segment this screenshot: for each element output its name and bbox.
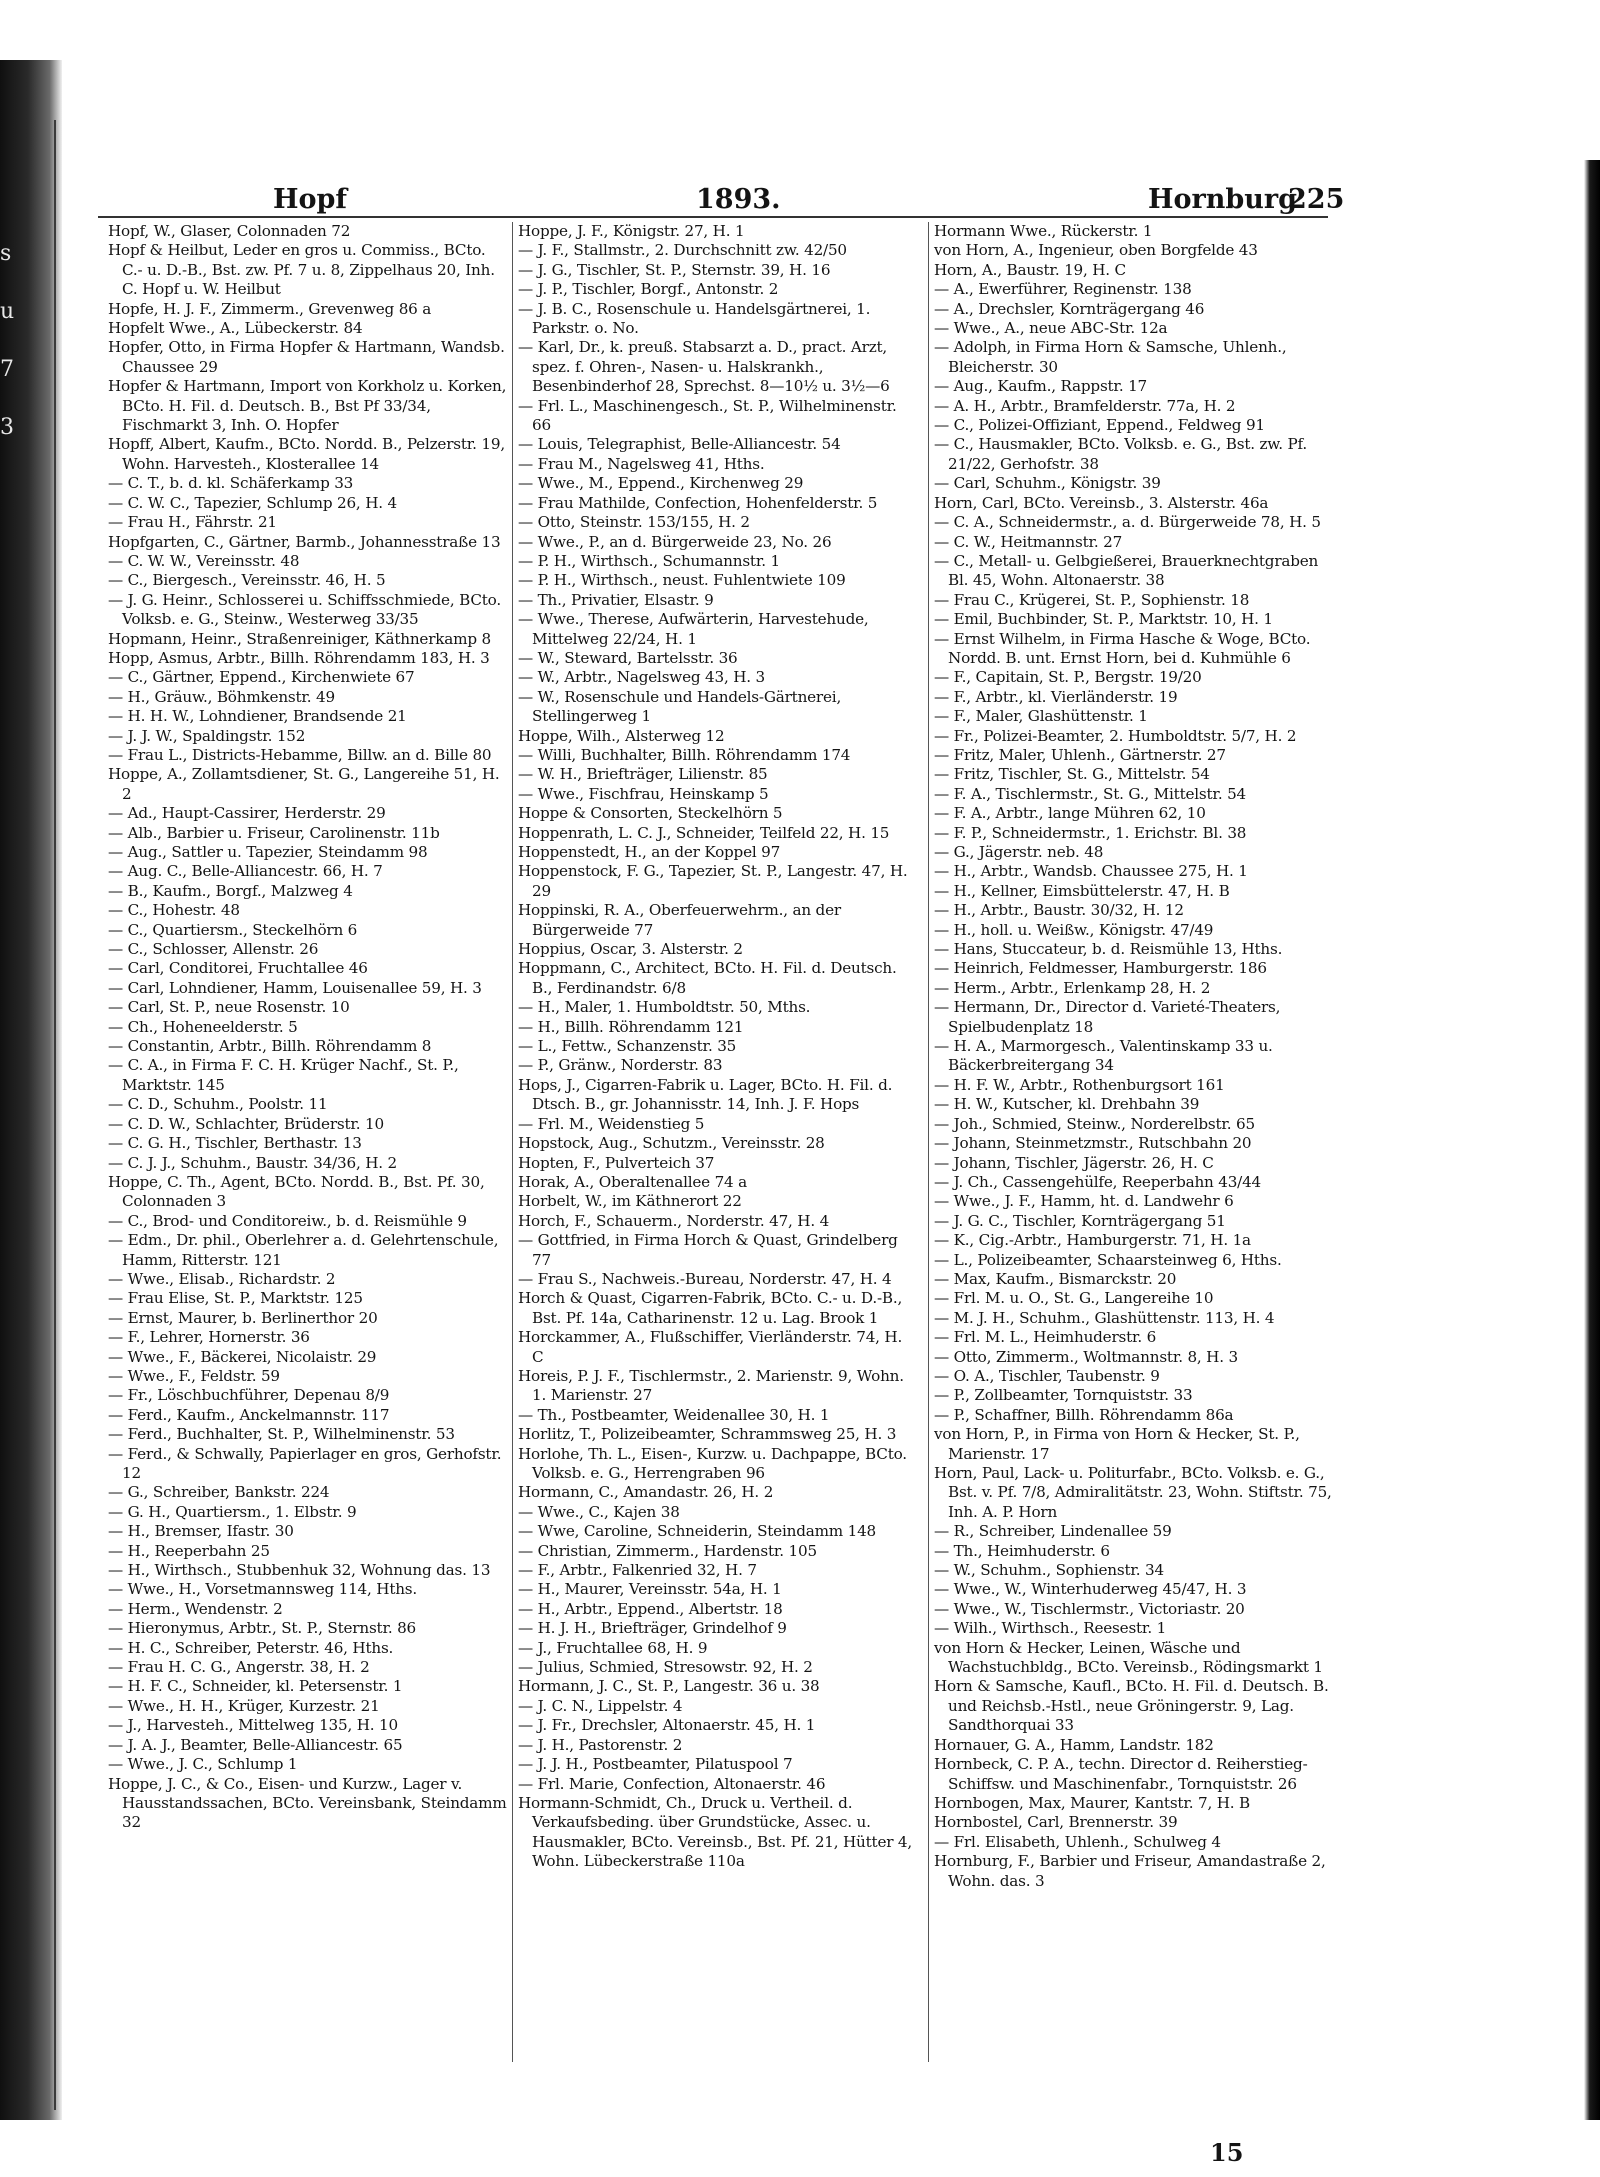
directory-page [98, 180, 1345, 2167]
directory-entry: — Christian, Zimmerm., Hardenstr. 105 [518, 1541, 817, 1560]
directory-entry: — W. H., Briefträger, Lilienstr. 85 [518, 765, 768, 784]
directory-entry: — Wwe, Caroline, Schneiderin, Steindamm 148 [518, 1522, 876, 1541]
directory-entry: — Frau H., Fährstr. 21 [108, 513, 277, 532]
directory-entry: — C., Metall- u. Gelbgießerei, Brauerknechtgraben Bl. 45, Wohn. Altonaerstr. 38 [934, 551, 1319, 590]
directory-entry: — J., Harvesteh., Mittelweg 135, H. 10 [108, 1716, 398, 1735]
directory-entry: — W., Rosenschule und Handels-Gärtnerei, Stellingerweg 1 [518, 687, 842, 726]
directory-entry: — Frau Mathilde, Confection, Hohenfelderstr. 5 [518, 493, 878, 512]
directory-entry: — P. H., Wirthsch., Schumannstr. 1 [518, 551, 780, 570]
directory-entry: Horlohe, Th. L., Eisen-, Kurzw. u. Dachpappe, BCto. Volksb. e. G., Herrengraben 96 [518, 1444, 907, 1482]
directory-entry: — P. H., Wirthsch., neust. Fuhlentwiete 109 [518, 571, 846, 590]
header-rule [98, 216, 1328, 218]
directory-entry: — J. G. C., Tischler, Kornträgergang 51 [934, 1211, 1226, 1230]
directory-entry: — Frau H. C. G., Angerstr. 38, H. 2 [108, 1658, 370, 1677]
directory-entry: — J. C. N., Lippelstr. 4 [518, 1696, 683, 1715]
directory-entry: — G., Schreiber, Bankstr. 224 [108, 1483, 330, 1502]
directory-entry: — Edm., Dr. phil., Oberlehrer a. d. Gelehrtenschule, Hamm, Ritterstr. 121 [108, 1231, 499, 1269]
directory-entry: — Fr., Löschbuchführer, Depenau 8/9 [108, 1386, 390, 1405]
directory-entry: — C. J. J., Schuhm., Baustr. 34/36, H. 2 [108, 1153, 397, 1172]
directory-entry: — Ferd., & Schwally, Papierlager en gros, Gerhofstr. 12 [108, 1444, 502, 1482]
directory-entry: — F., Arbtr., kl. Vierländerstr. 19 [934, 687, 1178, 706]
directory-entry: Hops, J., Cigarren-Fabrik u. Lager, BCto. H. Fil. d. Dtsch. B., gr. Johannisstr. 14, Inh. J. F. Hops [518, 1075, 893, 1114]
running-header [98, 180, 1345, 220]
directory-entry: von Horn, A., Ingenieur, oben Borgfelde 43 [934, 241, 1258, 260]
directory-entry: — F. A., Arbtr., lange Mühren 62, 10 [934, 804, 1206, 823]
directory-entry: — C. W., Heitmannstr. 27 [934, 532, 1123, 551]
directory-entry: — F., Capitain, St. P., Bergstr. 19/20 [934, 668, 1202, 687]
directory-entry: — Frau M., Nagelsweg 41, Hths. [518, 454, 765, 473]
directory-entry: Horlitz, T., Polizeibeamter, Schrammsweg 25, H. 3 [518, 1425, 897, 1444]
page-number: 225 [1288, 184, 1345, 215]
directory-entry: — C. G. H., Tischler, Berthastr. 13 [108, 1134, 362, 1153]
directory-entry: — Carl, Conditorei, Fruchtallee 46 [108, 959, 368, 978]
directory-entry: Hornbeck, C. P. A., techn. Director d. Reiherstieg-Schiffsw. und Maschinenfabr., Tornquiststr. 26 [934, 1755, 1308, 1793]
directory-entry: — Frl. L., Maschinengesch., St. P., Wilhelminenstr. 66 [518, 396, 897, 435]
column-divider [512, 222, 513, 2062]
directory-entry: Horak, A., Oberaltenallee 74 a [518, 1172, 747, 1191]
directory-entry: — Wwe., A., neue ABC-Str. 12a [934, 319, 1168, 338]
directory-entry: — Adolph, in Firma Horn & Samsche, Uhlenh., Bleicherstr. 30 [934, 338, 1287, 376]
directory-entry: — Carl, Schuhm., Königstr. 39 [934, 474, 1161, 493]
directory-entry: — Wwe., Fischfrau, Heinskamp 5 [518, 784, 769, 803]
directory-entry: Hopfer & Hartmann, Import von Korkholz u. Korken, BCto. H. Fil. d. Deutsch. B., Bst Pf 33/34, Fischmarkt 3, Inh. O. Hopfer [108, 377, 507, 435]
directory-entry: — B., Kaufm., Borgf., Malzweg 4 [108, 881, 353, 900]
directory-entry: — W., Steward, Bartelsstr. 36 [518, 648, 738, 667]
directory-entry: — Willi, Buchhalter, Billh. Röhrendamm 174 [518, 745, 851, 764]
directory-entry: — L., Fettw., Schanzenstr. 35 [518, 1037, 737, 1056]
directory-entry: Hoppe, Wilh., Alsterweg 12 [518, 726, 725, 745]
directory-entry: — Wwe., F., Feldstr. 59 [108, 1366, 280, 1385]
directory-entry: Hopten, F., Pulverteich 37 [518, 1153, 715, 1172]
directory-entry: — Constantin, Arbtr., Billh. Röhrendamm 8 [108, 1037, 432, 1056]
directory-entry: Horn, Paul, Lack- u. Politurfabr., BCto. Volksb. e. G., Bst. v. Pf. 7/8, Admiralitätstr. 23, Wohn. Stiftstr. 75, Inh. A. P. Horn [934, 1464, 1332, 1521]
directory-entry: Hornauer, G. A., Hamm, Landstr. 182 [934, 1735, 1214, 1754]
directory-entry: — F. P., Schneidermstr., 1. Erichstr. Bl. 38 [934, 823, 1247, 842]
directory-entry: Hopp, Asmus, Arbtr., Billh. Röhrendamm 183, H. 3 [108, 648, 490, 667]
directory-entry: — C. D., Schuhm., Poolstr. 11 [108, 1095, 328, 1114]
facing-page-fragments [0, 240, 30, 472]
directory-entry: — H., Arbtr., Baustr. 30/32, H. 12 [934, 901, 1184, 920]
directory-entry: Hoppe, A., Zollamtsdiener, St. G., Langereihe 51, H. 2 [108, 765, 500, 803]
directory-entry: Horn, Carl, BCto. Vereinsb., 3. Alsterstr. 46a [934, 493, 1269, 512]
directory-entry: — Fritz, Maler, Uhlenh., Gärtnerstr. 27 [934, 745, 1226, 764]
directory-entry: Hopf, W., Glaser, Colonnaden 72 [108, 222, 351, 240]
directory-entry: — Frau Elise, St. P., Marktstr. 125 [108, 1289, 363, 1308]
directory-entry: Hoppmann, C., Architect, BCto. H. Fil. d. Deutsch. B., Ferdinandstr. 6/8 [518, 959, 897, 997]
directory-entry: Hornbogen, Max, Maurer, Kantstr. 7, H. B [934, 1793, 1250, 1812]
directory-entry: — P., Schaffner, Billh. Röhrendamm 86a [934, 1405, 1234, 1424]
directory-entry: — L., Polizeibeamter, Schaarsteinweg 6, Hths. [934, 1250, 1282, 1269]
directory-entry: — Frl. Elisabeth, Uhlenh., Schulweg 4 [934, 1832, 1221, 1851]
directory-entry: — A. H., Arbtr., Bramfelderstr. 77a, H. 2 [934, 396, 1236, 415]
directory-entry: — C. T., b. d. kl. Schäferkamp 33 [108, 474, 354, 493]
directory-entry: — Wwe., W., Tischlermstr., Victoriastr. 20 [934, 1599, 1245, 1618]
directory-entry: — G. H., Quartiersm., 1. Elbstr. 9 [108, 1502, 357, 1521]
directory-entry: Hornbostel, Carl, Brennerstr. 39 [934, 1813, 1178, 1832]
directory-entry: Horeis, P. J. F., Tischlermstr., 2. Marienstr. 9, Wohn. 1. Marienstr. 27 [518, 1366, 904, 1405]
directory-entry: Horbelt, W., im Käthnerort 22 [518, 1192, 742, 1211]
directory-entry: — P., Gränw., Norderstr. 83 [518, 1056, 723, 1075]
directory-entry: Hoppenstedt, H., an der Koppel 97 [518, 843, 781, 861]
directory-entry: Hoppe, J. F., Königstr. 27, H. 1 [518, 222, 745, 240]
directory-entry: — C., Hausmakler, BCto. Volksb. e. G., Bst. zw. Pf. 21/22, Gerhofstr. 38 [934, 435, 1308, 473]
directory-entry: — C. W. C., Tapezier, Schlump 26, H. 4 [108, 493, 397, 512]
directory-entry: Hoppenstock, F. G., Tapezier, St. P., Langestr. 47, H. 29 [518, 862, 908, 900]
directory-entry: — W., Arbtr., Nagelsweg 43, H. 3 [518, 668, 765, 687]
directory-entry: — J. H., Pastorenstr. 2 [518, 1735, 683, 1754]
directory-entry: — C., Gärtner, Eppend., Kirchenwiete 67 [108, 668, 415, 687]
directory-entry: — Ch., Hoheneelderstr. 5 [108, 1017, 298, 1036]
directory-entry: — Frau L., Districts-Hebamme, Billw. an d. Bille 80 [108, 745, 492, 764]
directory-entry: — A., Ewerführer, Reginenstr. 138 [934, 280, 1192, 299]
directory-entry: — Ad., Haupt-Cassirer, Herderstr. 29 [108, 804, 386, 823]
directory-entry: — Frl. Marie, Confection, Altonaerstr. 46 [518, 1774, 826, 1793]
directory-entry: — H., Maurer, Vereinsstr. 54a, H. 1 [518, 1580, 782, 1599]
directory-entry: Hormann, J. C., St. P., Langestr. 36 u. 38 [518, 1677, 820, 1696]
directory-entry: Hoppius, Oscar, 3. Alsterstr. 2 [518, 940, 743, 959]
directory-entry: Hormann, C., Amandastr. 26, H. 2 [518, 1483, 774, 1502]
directory-entry: — J. A. J., Beamter, Belle-Alliancestr. 65 [108, 1735, 403, 1754]
directory-entry: — A., Drechsler, Kornträgergang 46 [934, 299, 1205, 318]
directory-entry: — J. F., Stallmstr., 2. Durchschnitt zw. 42/50 [518, 241, 847, 260]
fragment: 3 [0, 415, 14, 440]
directory-entry: — R., Schreiber, Lindenallee 59 [934, 1522, 1172, 1541]
directory-entry: — Wwe., J. C., Schlump 1 [108, 1755, 298, 1774]
directory-entry: Horch & Quast, Cigarren-Fabrik, BCto. C.- u. D.-B., Bst. Pf. 14a, Catharinenstr. 12 u. Lag. Brook 1 [518, 1289, 903, 1327]
gutter-line [54, 120, 56, 2110]
directory-entry: — Johann, Tischler, Jägerstr. 26, H. C [934, 1153, 1214, 1172]
directory-entry: Hoppe, J. C., & Co., Eisen- und Kurzw., Lager v. Hausstandssachen, BCto. Vereinsbank, Steindamm 32 [108, 1774, 507, 1832]
header-year: 1893. [696, 184, 781, 215]
directory-entry: — H., Wirthsch., Stubbenhuk 32, Wohnung das. 13 [108, 1561, 491, 1580]
directory-entry: — Wwe., F., Bäckerei, Nicolaistr. 29 [108, 1347, 377, 1366]
directory-entry: — Louis, Telegraphist, Belle-Alliancestr. 54 [518, 435, 841, 454]
directory-entry: — Wwe., J. F., Hamm, ht. d. Landwehr 6 [934, 1192, 1234, 1211]
directory-entry: — O. A., Tischler, Taubenstr. 9 [934, 1366, 1160, 1385]
directory-entry: — Hieronymus, Arbtr., St. P., Sternstr. 86 [108, 1619, 417, 1638]
directory-entry: Hopmann, Heinr., Straßenreiniger, Käthnerkamp 8 [108, 629, 491, 648]
directory-entry: — J., Fruchtallee 68, H. 9 [518, 1638, 708, 1657]
directory-entry: — C., Brod- und Conditoreiw., b. d. Reismühle 9 [108, 1211, 467, 1230]
directory-entry: — C., Biergesch., Vereinsstr. 46, H. 5 [108, 571, 386, 590]
column-divider [928, 222, 929, 2062]
directory-entry: — F., Arbtr., Falkenried 32, H. 7 [518, 1561, 757, 1580]
directory-entry: — Herm., Arbtr., Erlenkamp 28, H. 2 [934, 978, 1211, 997]
directory-entry: von Horn, P., in Firma von Horn & Hecker, St. P., Marienstr. 17 [934, 1425, 1300, 1463]
directory-entry: — Hermann, Dr., Director d. Varieté-Theaters, Spielbudenplatz 18 [934, 998, 1281, 1036]
directory-entry: — Wwe., P., an d. Bürgerweide 23, No. 26 [518, 532, 832, 551]
header-right-word: Hornburg [1148, 184, 1297, 215]
directory-entry: — Aug. C., Belle-Alliancestr. 66, H. 7 [108, 862, 383, 881]
directory-entry: Horn & Samsche, Kaufl., BCto. H. Fil. d. Deutsch. B. und Reichsb.-Hstl., neue Gröningerstr. 9, Lag. Sandthorquai 33 [934, 1677, 1329, 1735]
directory-entry: — C. A., Schneidermstr., a. d. Bürgerweide 78, H. 5 [934, 513, 1321, 532]
directory-entry: — Fritz, Tischler, St. G., Mittelstr. 54 [934, 765, 1210, 784]
column-left [108, 222, 508, 1833]
directory-entry: — J. G. Heinr., Schlosserei u. Schiffsschmiede, BCto. Volksb. e. G., Steinw., Westerweg 33/35 [108, 590, 501, 629]
directory-entry: Hopfelt Wwe., A., Lübeckerstr. 84 [108, 319, 363, 338]
directory-entry: — Th., Privatier, Elsastr. 9 [518, 590, 714, 609]
directory-entry: — Th., Postbeamter, Weidenallee 30, H. 1 [518, 1405, 830, 1424]
directory-entry: — Ernst, Maurer, b. Berlinerthor 20 [108, 1308, 378, 1327]
directory-entry: — H. F. C., Schneider, kl. Petersenstr. 1 [108, 1677, 403, 1696]
directory-entry: — G., Jägerstr. neb. 48 [934, 843, 1104, 861]
directory-entry: — K., Cig.-Arbtr., Hamburgerstr. 71, H. 1a [934, 1231, 1251, 1250]
directory-entry: — C., Hohestr. 48 [108, 901, 240, 920]
directory-entry: Hoppe, C. Th., Agent, BCto. Nordd. B., Bst. Pf. 30, Colonnaden 3 [108, 1172, 485, 1211]
column-middle [518, 222, 918, 1872]
directory-entry: — F. A., Tischlermstr., St. G., Mittelstr. 54 [934, 784, 1247, 803]
directory-entry: — Joh., Schmied, Steinw., Norderelbstr. 65 [934, 1114, 1255, 1133]
directory-entry: — Carl, St. P., neue Rosenstr. 10 [108, 998, 350, 1017]
directory-entry: — H., Kellner, Eimsbüttelerstr. 47, H. B [934, 881, 1230, 900]
directory-entry: — C., Quartiersm., Steckelhörn 6 [108, 920, 358, 939]
directory-entry: — J. P., Tischler, Borgf., Antonstr. 2 [518, 280, 779, 299]
directory-entry: — J. G., Tischler, St. P., Sternstr. 39, H. 16 [518, 260, 831, 279]
directory-entry: — J. J. H., Postbeamter, Pilatuspool 7 [518, 1755, 793, 1774]
column-right [934, 222, 1334, 1891]
directory-entry: — H. W., Kutscher, kl. Drehbahn 39 [934, 1095, 1200, 1114]
directory-entry: Hopf & Heilbut, Leder en gros u. Commiss., BCto. C.- u. D.-B., Bst. zw. Pf. 7 u. 8, Zippelhaus 20, Inh. C. Hopf u. W. Heilbut [108, 241, 495, 299]
directory-entry: — C. W. W., Vereinsstr. 48 [108, 551, 300, 570]
directory-entry: — F., Lehrer, Hornerstr. 36 [108, 1328, 310, 1347]
directory-entry: — Frl. M. L., Heimhuderstr. 6 [934, 1328, 1157, 1347]
directory-entry: — Otto, Steinstr. 153/155, H. 2 [518, 513, 750, 532]
fragment: 7 [0, 357, 14, 382]
directory-entry: — Carl, Lohndiener, Hamm, Louisenallee 59, H. 3 [108, 978, 482, 997]
directory-entry: — H. J. H., Briefträger, Grindelhof 9 [518, 1619, 787, 1638]
directory-entry: — Wwe., H. H., Krüger, Kurzestr. 21 [108, 1696, 380, 1715]
directory-entry: Hopfe, H. J. F., Zimmerm., Grevenweg 86 a [108, 299, 432, 318]
directory-entry: — Wilh., Wirthsch., Reesestr. 1 [934, 1619, 1167, 1638]
directory-entry: Hopstock, Aug., Schutzm., Vereinsstr. 28 [518, 1134, 825, 1153]
directory-entry: — H., Maler, 1. Humboldtstr. 50, Mths. [518, 998, 811, 1017]
directory-entry: — Wwe., M., Eppend., Kirchenweg 29 [518, 474, 804, 493]
directory-entry: — Heinrich, Feldmesser, Hamburgerstr. 186 [934, 959, 1267, 978]
directory-entry: — H., Arbtr., Wandsb. Chaussee 275, H. 1 [934, 862, 1248, 881]
directory-entry: Hopfer, Otto, in Firma Hopfer & Hartmann, Wandsb. Chaussee 29 [108, 338, 505, 376]
directory-entry: — Aug., Kaufm., Rappstr. 17 [934, 377, 1148, 396]
directory-entry: Hormann Wwe., Rückerstr. 1 [934, 222, 1153, 240]
directory-entry: — Herm., Wendenstr. 2 [108, 1599, 283, 1618]
directory-entry: — Alb., Barbier u. Friseur, Carolinenstr. 11b [108, 823, 440, 842]
directory-entry: — Max, Kaufm., Bismarckstr. 20 [934, 1269, 1177, 1288]
directory-entry: — Fr., Polizei-Beamter, 2. Humboldtstr. 5/7, H. 2 [934, 726, 1297, 745]
directory-entry: — J. Ch., Cassengehülfe, Reeperbahn 43/44 [934, 1172, 1262, 1191]
directory-entry: Horn, A., Baustr. 19, H. C [934, 260, 1126, 279]
fragment: u [0, 299, 15, 324]
fragment: s [0, 241, 12, 266]
directory-entry: — F., Maler, Glashüttenstr. 1 [934, 707, 1148, 726]
directory-entry: — Julius, Schmied, Stresowstr. 92, H. 2 [518, 1658, 813, 1677]
directory-entry: — W., Schuhm., Sophienstr. 34 [934, 1561, 1164, 1580]
directory-entry: — Th., Heimhuderstr. 6 [934, 1541, 1110, 1560]
directory-entry: — H., Gräuw., Böhmkenstr. 49 [108, 687, 335, 706]
directory-entry: — H. F. W., Arbtr., Rothenburgsort 161 [934, 1075, 1225, 1094]
directory-entry: — Frau S., Nachweis.-Bureau, Norderstr. 47, H. 4 [518, 1269, 892, 1288]
directory-entry: — Wwe., Therese, Aufwärterin, Harvestehude, Mittelweg 22/24, H. 1 [518, 610, 869, 648]
directory-entry: — Wwe., H., Vorsetmannsweg 114, Hths. [108, 1580, 418, 1599]
directory-entry: Hoppe & Consorten, Steckelhörn 5 [518, 804, 783, 823]
directory-entry: — C., Schlosser, Allenstr. 26 [108, 940, 319, 959]
header-left-word: Hopf [273, 184, 348, 215]
directory-entry: — Frl. M., Weidenstieg 5 [518, 1114, 705, 1133]
directory-entry: — Hans, Stuccateur, b. d. Reismühle 13, Hths. [934, 940, 1283, 959]
directory-entry: — M. J. H., Schuhm., Glashüttenstr. 113, H. 4 [934, 1308, 1275, 1327]
directory-entry: — P., Zollbeamter, Tornquiststr. 33 [934, 1386, 1193, 1405]
directory-entry: — Ferd., Kaufm., Anckelmannstr. 117 [108, 1405, 390, 1424]
page-edge [1584, 160, 1600, 2120]
directory-entry: — Aug., Sattler u. Tapezier, Steindamm 98 [108, 843, 428, 861]
directory-entry: — Wwe., W., Winterhuderweg 45/47, H. 3 [934, 1580, 1247, 1599]
directory-entry: Horckammer, A., Flußschiffer, Vierländerstr. 74, H. C [518, 1328, 903, 1366]
directory-entry: — Otto, Zimmerm., Woltmannstr. 8, H. 3 [934, 1347, 1238, 1366]
directory-entry: — Johann, Steinmetzmstr., Rutschbahn 20 [934, 1134, 1252, 1153]
directory-entry: — C., Polizei-Offiziant, Eppend., Feldweg 91 [934, 416, 1265, 435]
directory-entry: — Frau C., Krügerei, St. P., Sophienstr. 18 [934, 590, 1250, 609]
directory-entry: Hopfgarten, C., Gärtner, Barmb., Johannesstraße 13 [108, 532, 501, 551]
directory-entry: Hormann-Schmidt, Ch., Druck u. Vertheil. d. Verkaufsbeding. über Grundstücke, Assec. u. Hausmakler, BCto. Vereinsb., Bst. Pf. 21, Hütter 4, Wohn. Lübeckerstraße 110a [518, 1793, 913, 1871]
directory-entry: — H., Arbtr., Eppend., Albertstr. 18 [518, 1599, 783, 1618]
directory-entry: — J. J. W., Spaldingstr. 152 [108, 726, 306, 745]
directory-entry: — H. C., Schreiber, Peterstr. 46, Hths. [108, 1638, 394, 1657]
directory-entry: — H., holl. u. Weißw., Königstr. 47/49 [934, 920, 1214, 939]
directory-entry: — H., Billh. Röhrendamm 121 [518, 1017, 744, 1036]
directory-entry: — H., Bremser, Ifastr. 30 [108, 1522, 294, 1541]
directory-entry: — H. H. W., Lohndiener, Brandsende 21 [108, 707, 407, 726]
directory-entry: — Emil, Buchbinder, St. P., Marktstr. 10, H. 1 [934, 610, 1273, 629]
directory-entry: Hornburg, F., Barbier und Friseur, Amandastraße 2, Wohn. das. 3 [934, 1852, 1326, 1890]
directory-entry: — J. Fr., Drechsler, Altonaerstr. 45, H. 1 [518, 1716, 816, 1735]
directory-entry: von Horn & Hecker, Leinen, Wäsche und Wachstuchbldg., BCto. Vereinsb., Rödingsmarkt 1 [934, 1638, 1323, 1677]
directory-entry: — Ernst Wilhelm, in Firma Hasche & Woge, BCto. Nordd. B. unt. Ernst Horn, bei d. Kuhmühle 6 [934, 629, 1311, 667]
directory-entry: — Wwe., Elisab., Richardstr. 2 [108, 1269, 336, 1288]
directory-entry: — C. D. W., Schlachter, Brüderstr. 10 [108, 1114, 384, 1133]
directory-entry: — H., Reeperbahn 25 [108, 1541, 270, 1560]
directory-entry: Horch, F., Schauerm., Norderstr. 47, H. 4 [518, 1211, 830, 1230]
directory-entry: — Gottfried, in Firma Horch & Quast, Grindelberg 77 [518, 1231, 898, 1269]
directory-entry: Hopff, Albert, Kaufm., BCto. Nordd. B., Pelzerstr. 19, Wohn. Harvesteh., Klosterallee 14 [108, 435, 505, 473]
directory-entry: — H. A., Marmorgesch., Valentinskamp 33 u. Bäckerbreitergang 34 [934, 1037, 1273, 1075]
directory-entry: — Frl. M. u. O., St. G., Langereihe 10 [934, 1289, 1214, 1308]
signature-mark: 15 [1210, 2138, 1244, 2167]
directory-entry: — Karl, Dr., k. preuß. Stabsarzt a. D., pract. Arzt, spez. f. Ohren-, Nasen- u. Halskrankh., Besenbinderhof 28, Sprechst. 8—10½ u. 3½—6 [518, 338, 890, 396]
directory-entry: Hoppinski, R. A., Oberfeuerwehrm., an der Bürgerweide 77 [518, 901, 841, 939]
directory-entry: — J. B. C., Rosenschule u. Handelsgärtnerei, 1. Parkstr. o. No. [518, 299, 871, 338]
directory-entry: Hoppenrath, L. C. J., Schneider, Teilfeld 22, H. 15 [518, 823, 890, 842]
directory-entry: — Ferd., Buchhalter, St. P., Wilhelminenstr. 53 [108, 1425, 455, 1444]
directory-entry: — C. A., in Firma F. C. H. Krüger Nachf., St. P., Marktstr. 145 [108, 1056, 459, 1094]
directory-entry: — Wwe., C., Kajen 38 [518, 1502, 680, 1521]
